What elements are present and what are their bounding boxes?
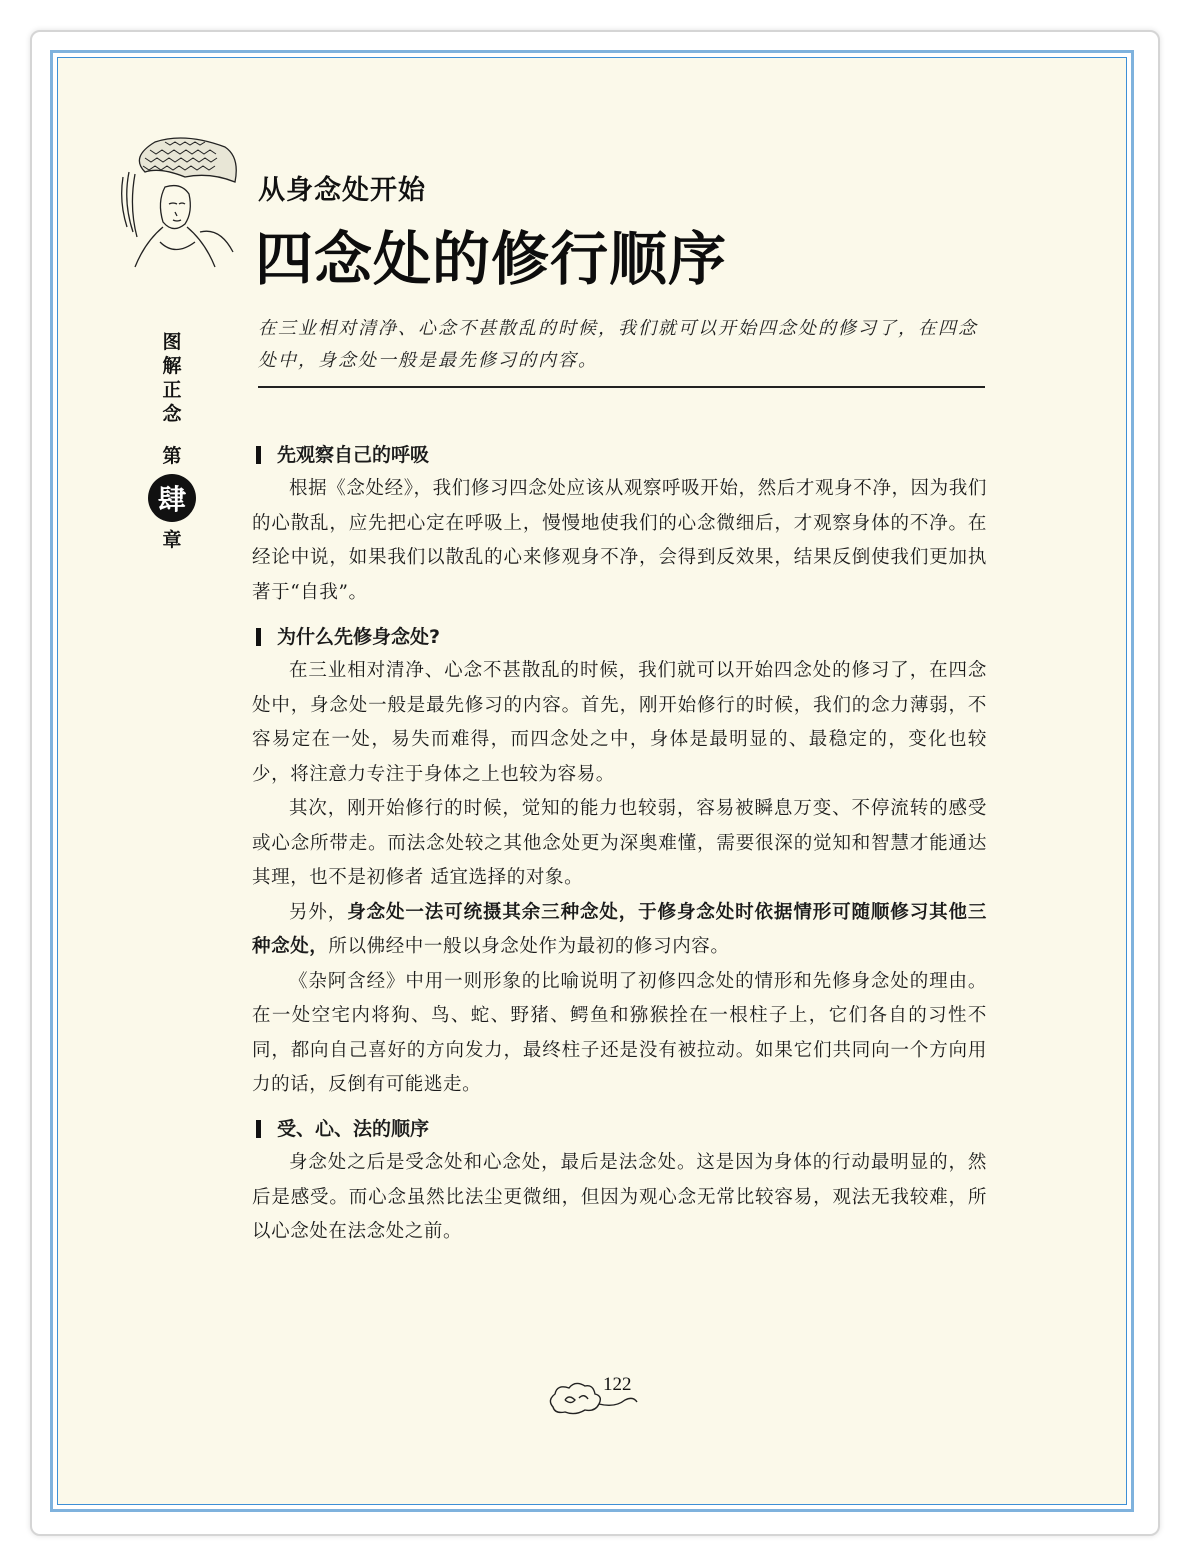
- chapter-prefix: 第: [162, 445, 182, 467]
- section-heading: [252, 438, 987, 472]
- heading-marker-icon: [256, 1120, 261, 1138]
- book-title-char: 念: [162, 403, 182, 425]
- section-heading-text: 先观察自己的呼吸: [277, 444, 430, 466]
- emphasis-lead: 另外，: [289, 901, 348, 923]
- paragraph: 身念处之后是受念处和心念处，最后是法念处。这是因为身体的行动最明显的，然后是感受。而心念虽然比法尘更微细，但因为观心念无常比较容易，观法无我较难，所以心念处在法念处之前。: [252, 1152, 987, 1242]
- section-breathing: [252, 438, 987, 610]
- section-heading: [252, 1112, 987, 1146]
- page-number: 122: [603, 1374, 632, 1395]
- chapter-suffix: 章: [162, 529, 182, 551]
- paragraph: 其次，刚开始修行的时候，觉知的能力也较弱，容易被瞬息万变、不停流转的感受或心念所带走。而法念处较之其他念处更为深奥难懂，需要很深的觉知和智慧才能通达其理，也不是初修者 适宜选择的对象。: [252, 798, 987, 888]
- section-heading-text: 受、心、法的顺序: [277, 1118, 430, 1140]
- book-title-char: 正: [162, 379, 182, 401]
- section-why-body-first: [252, 620, 987, 1103]
- chapter-side-label: [152, 330, 192, 552]
- divider-rule: [258, 386, 985, 388]
- book-title-char: 图: [162, 331, 182, 353]
- section-order: [252, 1112, 987, 1250]
- paragraph: 《杂阿含经》中用一则形象的比喻说明了初修四念处的情形和先修身念处的理由。在一处空宅内将狗、鸟、蛇、野猪、鳄鱼和猕猴拴在一根柱子上，它们各自的习性不同，都向自己喜好的方向发力，最终柱子还是没有被拉动。如果它们共同向一个方向用力的话，反倒有可能逃走。: [252, 970, 987, 1095]
- buddha-illustration: [115, 132, 245, 272]
- section-heading: [252, 620, 987, 654]
- emphasis-tail: 所以佛经中一般以身念处作为最初的修习内容。: [328, 936, 730, 957]
- page-title: 四念处的修行顺序: [255, 225, 728, 293]
- book-title-char: 解: [162, 355, 182, 377]
- paragraph-with-emphasis: [252, 896, 987, 965]
- heading-marker-icon: [256, 446, 261, 464]
- chapter-numeral-badge: 肆: [148, 474, 196, 522]
- paragraph: 根据《念处经》，我们修习四念处应该从观察呼吸开始，然后才观身不净，因为我们的心散乱，应先把心定在呼吸上，慢慢地使我们的心念微细后，才观察身体的不净。在经论中说，如果我们以散乱的心来修观身不净，会得到反效果，结果反倒使我们更加执著于“自我”。: [252, 478, 987, 603]
- heading-marker-icon: [256, 628, 261, 646]
- section-heading-text: 为什么先修身念处?: [277, 626, 441, 648]
- section-subtitle: 从身念处开始: [258, 175, 426, 206]
- paragraph: 在三业相对清净、心念不甚散乱的时候，我们就可以开始四念处的修习了，在四念处中，身念处一般是最先修习的内容。首先，刚开始修行的时候，我们的念力薄弱，不容易定在一处，易失而难得，而四念处之中，身体是最明显的、最稳定的，变化也较少，将注意力专注于身体之上也较为容易。: [252, 660, 987, 785]
- emphasis-text: 身念处一法可统摄其余三种念处，于修身念处时依据情形可随顺修习其他三种念处，: [252, 901, 987, 957]
- intro-summary: 在三业相对清净、心念不甚散乱的时候，我们就可以开始四念处的修习了，在四念处中，身念处一般是最先修习的内容。: [258, 318, 978, 371]
